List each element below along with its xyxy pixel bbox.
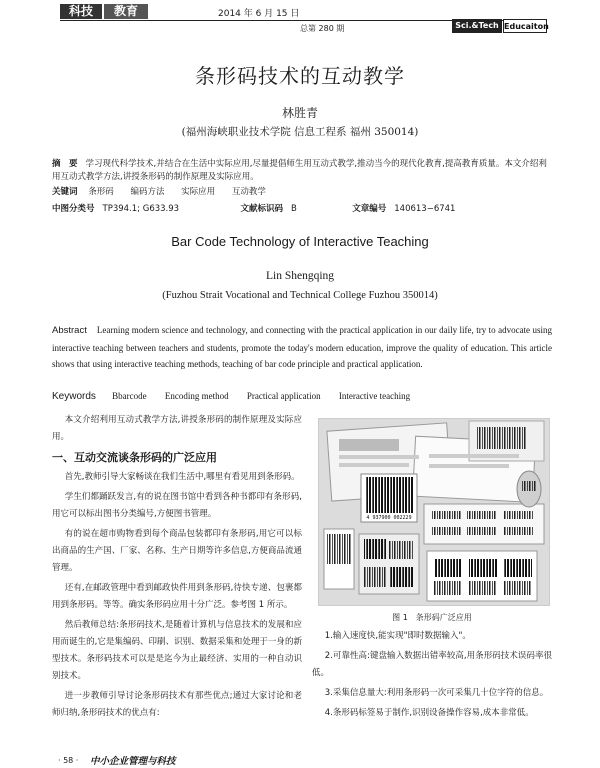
body-paragraph: 进一步教师引导讨论条形码技术有那些优点;通过大家讨论和老师归纳,条形码技术的优点有:	[52, 691, 302, 718]
section-heading: 一、互动交流谈条形码的广泛应用	[52, 451, 217, 464]
abstract-en-label: Abstract	[52, 325, 87, 336]
keyword-en: Bbarcode	[112, 391, 147, 401]
body-paragraph: 学生们都踊跃发言,有的说在图书馆中看到各种书都印有条形码,用它可以标出图书分类编号,方便图书管理。	[52, 492, 302, 519]
abstract-en	[52, 322, 552, 373]
body-paragraph: 有的说在超市购物看到每个商品包装都印有条形码,用它可以标出商品的生产国、厂家、名称、生产日期等许多信息,方便商品流通管理。	[52, 529, 302, 573]
keyword-cn: 互动教学	[231, 187, 266, 197]
body-paragraph: 然后教师总结:条形码技术,是随着计算机与信息技术的发展和应用而诞生的,它是集编码、印刷、识别、数据采集和处理于一身的新型技术。条形码技术可以是是迄今为止最经济、实用的一种自动识别技术。	[52, 620, 302, 681]
intro-paragraph: 本文介绍利用互动式教学方法,讲授条形码的制作原理及实际应用。	[52, 415, 302, 442]
keywords-cn-label: 关键词	[52, 187, 78, 197]
header-tag-education: 教育	[104, 4, 148, 19]
keywords-en	[52, 391, 426, 402]
author-en: Lin Shengqing	[265, 270, 335, 282]
affiliation-cn: (福州海峡职业技术学院 信息工程系 福州 350014)	[181, 126, 419, 138]
abstract-en-text: Learning modern science and technology, and connecting with the practical application in our daily life, try to advocate using interactive teaching between teachers and students, promote the today's modern education, improve the quality of education. This article shows that using interactive teaching methods, teaching of bar code principle and practical application.	[52, 325, 552, 369]
keyword-cn: 条形码	[88, 187, 114, 197]
abstract-cn-text: 学习现代科学技术,并结合在生活中实际应用,尽量提倡师生用互动式教学,推动当今的现代化教育,提高教育质量。本文介绍利用互动式教学方法,讲授条形码的制作原理及实际应用。	[52, 159, 547, 182]
body-paragraph: 首先,教师引导大家畅谈在我们生活中,哪里有看见用到条形码。	[64, 472, 300, 482]
figure-barcode-collage	[318, 418, 550, 606]
abstract-cn-label: 摘 要	[52, 159, 78, 169]
classification-line	[52, 203, 552, 216]
barcode-digits: 4 937900 002229	[366, 515, 412, 521]
affiliation-en: (Fuzhou Strait Vocational and Technical College Fuzhou 350014)	[162, 290, 438, 301]
journal-name: 中小企业管理与科技	[90, 756, 176, 767]
keyword-en: Practical application	[246, 391, 321, 401]
paper-title-en: Bar Code Technology of Interactive Teaching	[171, 234, 429, 249]
body-column-left	[52, 412, 302, 725]
classif-label: 中图分类号	[52, 204, 95, 214]
header-date: 2014 年 6 月 15 日	[218, 9, 300, 19]
keywords-en-label: Keywords	[52, 391, 96, 402]
header-badge-education: Educaiton	[503, 19, 547, 33]
header-tag-tech: 科技	[60, 4, 102, 19]
keyword-cn: 实际应用	[181, 187, 216, 197]
body-column-right	[312, 628, 552, 725]
author-cn: 林胜青	[281, 106, 318, 120]
barcode-collage-image	[319, 419, 550, 606]
keywords-cn	[52, 186, 266, 199]
advantage-item: 3.采集信息量大:利用条形码一次可采集几十位字符的信息。	[324, 688, 549, 698]
figure-caption: 图 1 条形码广泛应用	[392, 613, 472, 622]
keyword-cn: 编码方法	[130, 187, 165, 197]
abstract-cn	[52, 158, 552, 184]
doc-code-label: 文献标识码	[240, 204, 283, 214]
keyword-en: Interactive teaching	[338, 391, 411, 401]
header-badge-scitech: Sci.&Tech	[452, 19, 502, 33]
doc-code-value: B	[290, 204, 297, 214]
advantage-item: 4.条形码标签易于制作,识别设备操作容易,成本非常低。	[324, 708, 534, 718]
article-no-label: 文章编号	[352, 204, 387, 214]
paper-title-cn: 条形码技术的互动教学	[195, 64, 405, 88]
header-issue: 总第 280 期	[300, 24, 345, 33]
body-paragraph: 还有,在邮政管理中看到邮政快件用到条形码,待快专递、包裹都用到条形码。等等。确实条形码应用十分广泛。参考图 1 所示。	[52, 583, 302, 610]
keyword-en: Encoding method	[164, 391, 229, 401]
advantage-item: 2.可靠性高:键盘输入数据出错率较高,用条形码技术误码率很低。	[312, 651, 552, 678]
classif-value: TP394.1; G633.93	[102, 204, 180, 214]
article-no-value: 140613−6741	[394, 204, 456, 214]
page-number: · 58 ·	[58, 756, 79, 765]
advantage-item: 1.输入速度快,能实现"即时数据输入"。	[324, 631, 471, 641]
